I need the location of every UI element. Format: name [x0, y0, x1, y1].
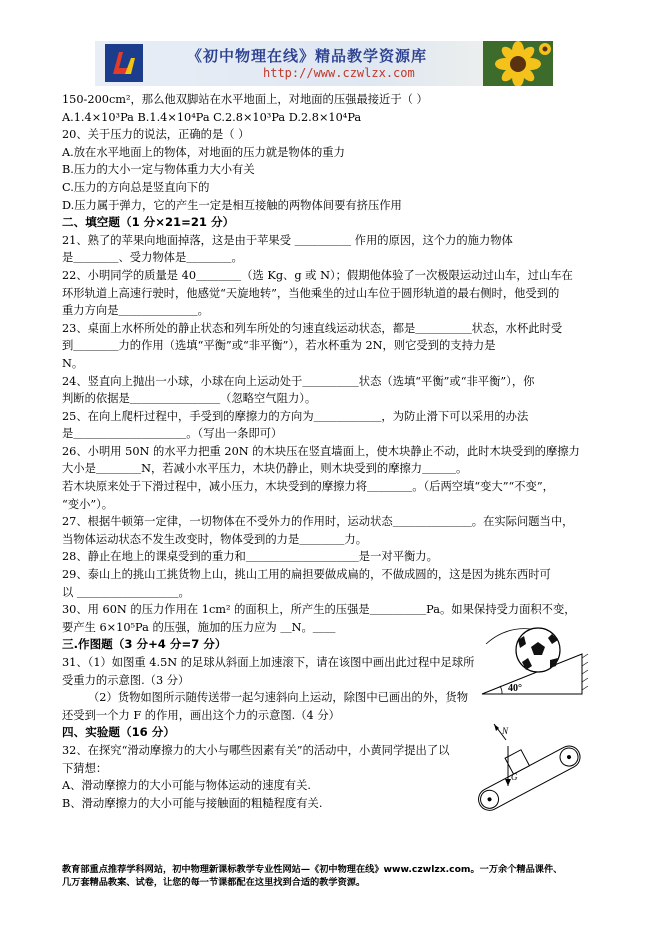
- banner-url[interactable]: http://www.czwlzx.com: [263, 66, 415, 80]
- text-line: 是＿＿＿＿＿＿＿＿＿＿。（写出一条即可）: [62, 427, 283, 441]
- text-line: D.压力属于弹力，它的产生一定是相互接触的两物体间要有挤压作用: [62, 198, 402, 212]
- text-line: 22、小明同学的质量是 40＿＿＿＿（选 Kg、g 或 N）；假期他体验了一次极限运动过山车，过山车在: [62, 268, 573, 282]
- text-line: 判断的依据是＿＿＿＿＿＿＿＿（忽略空气阻力）。: [62, 392, 317, 406]
- sunflower-icon: [483, 41, 553, 86]
- text-line: 24、竖直向上抛出一小球，小球在向上运动处于＿＿＿＿＿状态（选填“平衡”或“非平衡”），你: [62, 374, 535, 388]
- section-heading: 四、实验题（16 分）: [62, 725, 175, 740]
- text-line: 受重力的示意图.（3 分）: [62, 673, 190, 687]
- force-label-n: N: [502, 726, 509, 736]
- text-line: 32、在探究“滑动摩擦力的大小与哪些因素有关”的活动中，小黄同学提出了以: [62, 743, 450, 757]
- text-line: 27、根据牛顿第一定律，一切物体在不受外力的作用时，运动状态＿＿＿＿＿＿＿。在实际问题当中，: [62, 515, 574, 529]
- incline-hatch: [582, 654, 588, 690]
- text-line: 23、桌面上水杯所处的静止状态和列车所处的匀速直线运动状态，都是＿＿＿＿＿状态，水杯此时受: [62, 321, 563, 335]
- site-logo-icon: [105, 44, 143, 82]
- section-heading: 二、填空题（1 分×21=21 分）: [62, 215, 235, 230]
- text-line: 以 ＿＿＿＿＿＿＿＿＿。: [62, 585, 190, 599]
- text-line: 20、关于压力的说法，正确的是（ ）: [62, 128, 250, 142]
- footer-line-1: 教育部重点推荐学科网站，初中物理新课标教学专业性网站—《初中物理在线》www.czwlzx.com。一万余个精品课件、: [62, 864, 563, 875]
- text-line: A.放在水平地面上的物体，对地面的压力就是物体的重力: [62, 145, 345, 159]
- text-line: 26、小明用 50N 的水平力把重 20N 的木块压在竖直墙面上，使木块静止不动，此时木块受到的摩擦力: [62, 444, 580, 458]
- text-line: 还受到一个力 F 的作用，画出这个力的示意图.（4 分）: [62, 708, 340, 722]
- text-line: 是＿＿＿＿、受力物体是＿＿＿＿。: [62, 251, 243, 265]
- page-footer: [62, 863, 610, 889]
- exam-content: [62, 91, 610, 812]
- text-line: 30、用 60N 的压力作用在 1cm² 的面积上，所产生的压强是＿＿＿＿＿Pa。如果保持受力面积不变，: [62, 603, 576, 617]
- text-line: B.压力的大小一定与物体重力大小有关: [62, 163, 255, 177]
- text-line: 28、静止在地上的课桌受到的重力和＿＿＿＿＿＿＿＿＿＿是一对平衡力。: [62, 550, 438, 564]
- force-label-g: G: [511, 772, 518, 782]
- text-line: （2）货物如图所示随传送带一起匀速斜向上运动，除图中已画出的外，货物: [88, 691, 468, 705]
- section-heading: 三.作图题（3 分+4 分=7 分）: [62, 637, 227, 652]
- text-line: B、滑动摩擦力的大小可能与接触面的粗糙程度有关.: [62, 796, 323, 810]
- text-line: 29、泰山上的挑山工挑货物上山，挑山工用的扁担要做成扁的，不做成圆的，这是因为挑东西时可: [62, 568, 551, 582]
- text-line: 大小是＿＿＿＿N，若减小水平压力，木块仍静止，则木块受到的摩擦力＿＿＿。: [62, 462, 468, 476]
- incline-ball-figure: [478, 618, 598, 698]
- text-line: 31、（1）如图重 4.5N 的足球从斜面上加速滚下，请在该图中画出此过程中足球所: [62, 656, 475, 669]
- text-line: 25、在向上爬杆过程中，手受到的摩擦力的方向为＿＿＿＿＿＿，为防止滑下可以采用的办法: [62, 409, 529, 423]
- incline-angle-label: 40°: [508, 683, 522, 694]
- text-line: “变小”）。: [62, 497, 114, 511]
- text-line: 重力方向是＿＿＿＿＿＿＿。: [62, 304, 209, 318]
- banner-title: 《初中物理在线》精品教学资源库: [187, 47, 428, 65]
- conveyor-belt-figure: [466, 722, 586, 812]
- text-line: 21、熟了的苹果向地面掉落，这是由于苹果受 ＿＿＿＿＿ 作用的原因，这个力的施力物体: [62, 233, 513, 247]
- footer-line-2: 几万套精品教案、试卷，让您的每一节课都配在这里找到合适的教学资源。: [62, 877, 366, 888]
- text-line: 环形轨道上高速行驶时，他感觉“天旋地转”，当他乘坐的过山车位于圆形轨道的最右侧时，他受到的: [62, 286, 560, 300]
- text-line: A、滑动摩擦力的大小可能与物体运动的速度有关.: [62, 779, 311, 793]
- conveyor-belt: [466, 726, 584, 812]
- text-line: 要产生 6×10⁵Pa 的压强，施加的压力应为 ＿N。＿＿: [62, 620, 336, 634]
- text-line: N。: [62, 356, 84, 370]
- text-line: 到＿＿＿＿力的作用（选填“平衡”或“非平衡”），若水杯重为 2N，则它受到的支持力是: [62, 339, 496, 353]
- text-line: A.1.4×10³Pa B.1.4×10⁴Pa C.2.8×10³Pa D.2.8×10⁴Pa: [62, 110, 362, 124]
- text-line: 若木块原来处于下滑过程中，减小压力，木块受到的摩擦力将＿＿＿＿。（后两空填“变大”“不变”，: [62, 480, 554, 494]
- text-line: 下猜想：: [62, 761, 108, 775]
- text-line: 当物体运动状态不发生改变时，物体受到的力是＿＿＿＿力。: [62, 532, 368, 546]
- text-line: 150-200cm²，那么他双脚站在水平地面上，对地面的压强最接近于（ ）: [62, 93, 428, 106]
- text-line: C.压力的方向总是竖直向下的: [62, 180, 210, 194]
- header-banner: [95, 41, 553, 86]
